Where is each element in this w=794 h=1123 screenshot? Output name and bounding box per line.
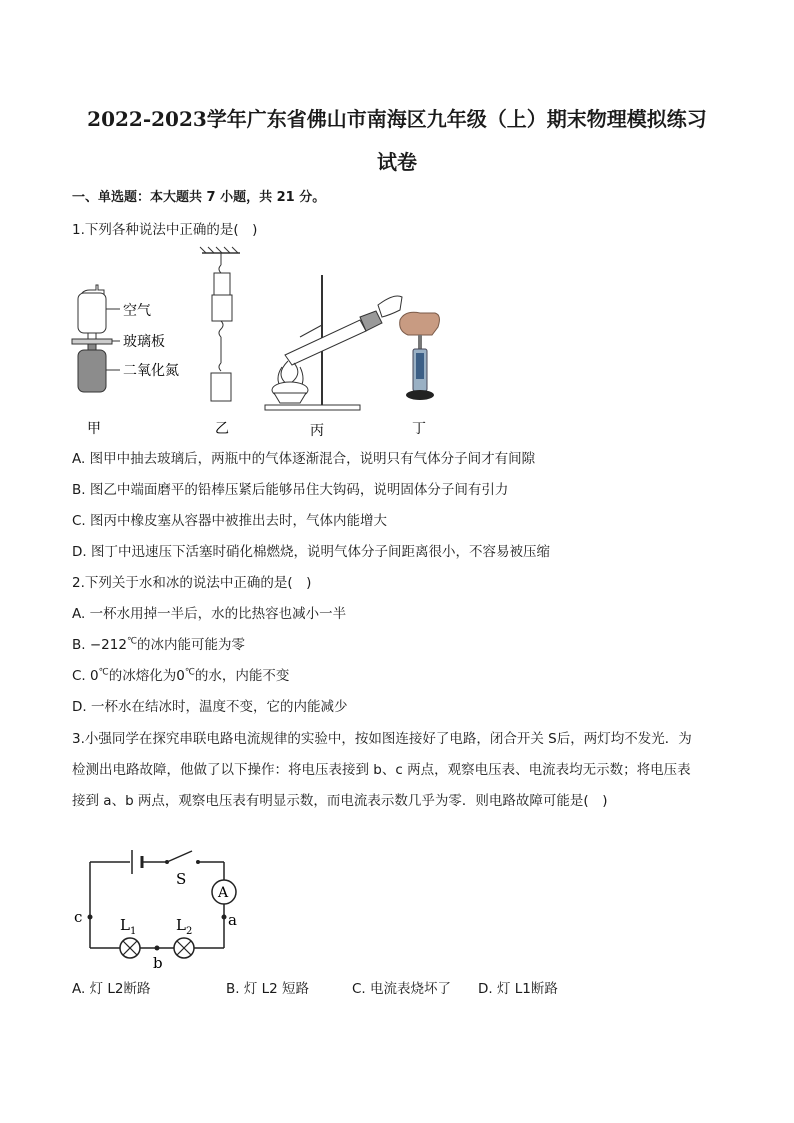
option-b-prefix: B. −212: [72, 637, 127, 653]
label-glass: 玻璃板: [123, 334, 165, 350]
question-1-option-b: B. 图乙中端面磨平的铅棒压紧后能够吊住大钩码，说明固体分子间有引力: [72, 482, 509, 498]
celsius-sup: ℃: [126, 636, 138, 647]
label-ding: 丁: [412, 421, 426, 437]
exam-title-line1: 2022-2023学年广东省佛山市南海区九年级（上）期末物理模拟练习: [87, 107, 707, 131]
lamp-l1-label: $L_1$: [120, 916, 137, 937]
question-3-option-a: A. 灯 L2断路: [72, 981, 151, 997]
option-c-prefix: C. 0: [72, 668, 99, 684]
celsius-sup: ℃: [98, 667, 109, 678]
figure-yi-lead-rods: [200, 247, 240, 401]
celsius-sup: ℃: [184, 667, 195, 678]
label-yi: 乙: [215, 421, 229, 437]
figure-ding-piston: [400, 312, 440, 400]
question-2-option-a: A. 一杯水用掉一半后，水的比热容也减小一半: [72, 606, 347, 622]
label-no2: 二氧化氮: [123, 363, 179, 379]
question-3-circuit: [66, 840, 256, 975]
section-heading: 一、单选题：本大题共 7 小题，共 21 分。: [72, 190, 326, 205]
ammeter-label: A: [218, 885, 229, 901]
question-2-stem: 2.下列关于水和冰的说法中正确的是( ): [72, 575, 312, 591]
label-air: 空气: [123, 303, 151, 319]
question-1-stem: 1.下列各种说法中正确的是( ): [72, 222, 258, 238]
figure-jia-bottles: [72, 285, 120, 392]
question-2-option-d: D. 一杯水在结冰时，温度不变，它的内能减少: [72, 699, 348, 715]
option-b-rest: 的冰内能可能为零: [137, 637, 246, 653]
question-3-option-d: D. 灯 L1断路: [478, 981, 558, 997]
option-c-middle: 的冰熔化为0: [108, 668, 185, 684]
question-2-option-b: [72, 633, 245, 653]
question-3-line2: 检测出电路故障，他做了以下操作：将电压表接到 b、c 两点，观察电压表、电流表均无示数；将电压表: [72, 762, 691, 778]
question-3-option-b: B. 灯 L2 短路: [226, 981, 310, 997]
figure-bing-test-tube: [265, 275, 402, 410]
question-3-option-c: C. 电流表烧坏了: [352, 981, 452, 997]
question-1-option-c: C. 图丙中橡皮塞从容器中被推出去时，气体内能增大: [72, 513, 388, 529]
switch-label: S: [176, 870, 187, 888]
question-3-line1: 3.小强同学在探究串联电路电流规律的实验中，按如图连接好了电路，闭合开关 S后，两灯均不发光．为: [72, 731, 692, 747]
node-b-label: b: [153, 954, 163, 972]
question-1-option-a: A. 图甲中抽去玻璃后，两瓶中的气体逐渐混合，说明只有气体分子间才有间隙: [72, 451, 536, 467]
question-2-option-c: [72, 664, 289, 684]
question-1-figure: [60, 245, 460, 440]
option-c-rest: 的水，内能不变: [194, 668, 290, 684]
label-bing: 丙: [310, 423, 324, 439]
question-3-line3: 接到 a、b 两点，观察电压表有明显示数，而电流表示数几乎为零．则电路故障可能是( ): [72, 793, 608, 809]
node-c-label: c: [74, 908, 83, 926]
exam-title-line2: 试卷: [377, 150, 417, 174]
lamp-l2-label: $L_2$: [176, 916, 193, 937]
node-a-label: a: [228, 911, 237, 929]
question-1-option-d: D. 图丁中迅速压下活塞时硝化棉燃烧，说明气体分子间距离很小，不容易被压缩: [72, 544, 550, 560]
label-jia: 甲: [87, 421, 101, 437]
